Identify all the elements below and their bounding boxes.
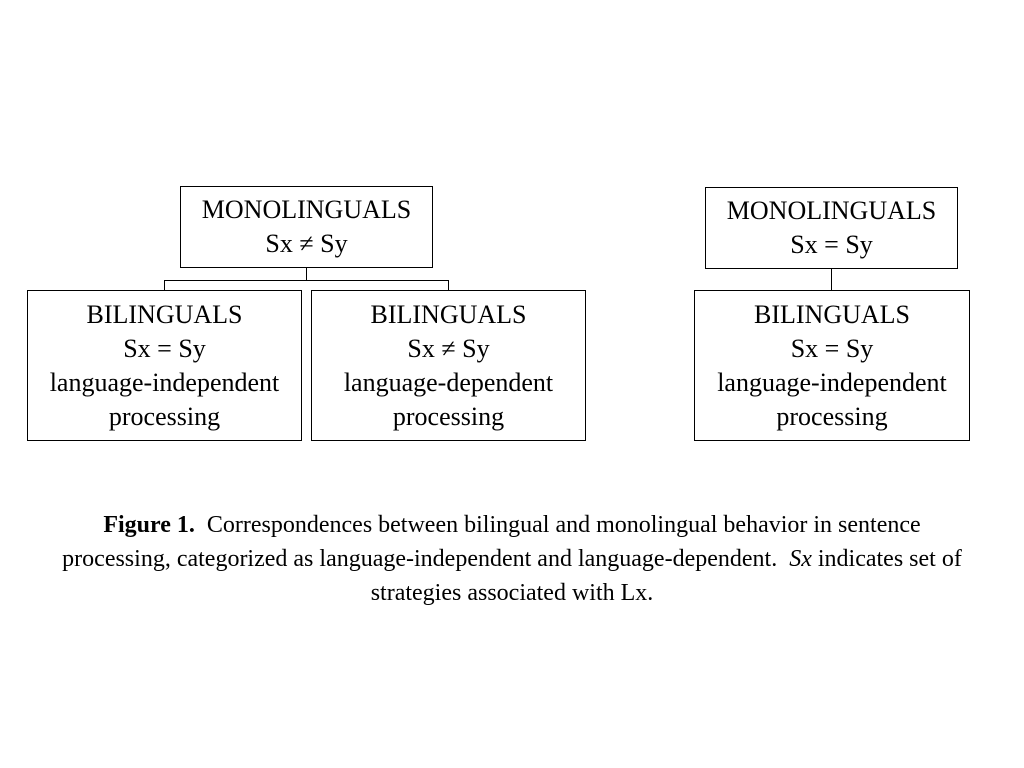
left-horizontal-connector [164, 280, 449, 281]
right-root-title: MONOLINGUALS [726, 196, 937, 225]
caption-text-part2: indicates set of strategies associated with Lx. [370, 546, 962, 606]
caption-label: Figure 1. [103, 512, 195, 538]
left-child-a-stem [164, 280, 165, 290]
right-child-line2: processing [776, 401, 888, 431]
left-child-a-title: BILINGUALS [86, 299, 243, 329]
left-child-b-relation: Sx ≠ Sy [407, 333, 490, 363]
right-child-relation: Sx = Sy [790, 333, 874, 363]
right-root-box [705, 187, 958, 269]
left-child-a-line1: language-independent [49, 367, 280, 397]
left-child-a-relation: Sx = Sy [123, 333, 206, 363]
left-child-b-box [311, 290, 586, 441]
right-child-title: BILINGUALS [754, 299, 910, 329]
figure-caption [60, 508, 964, 610]
caption-italic-term: Sx [789, 546, 812, 572]
left-child-a-box [27, 290, 302, 441]
left-root-title: MONOLINGUALS [201, 195, 412, 224]
left-child-b-line1: language-dependent [343, 367, 554, 397]
left-child-b-stem [448, 280, 449, 290]
right-child-line1: language-independent [717, 367, 947, 397]
left-root-stem [306, 268, 307, 280]
right-root-relation: Sx = Sy [790, 230, 873, 259]
left-root-relation: Sx ≠ Sy [265, 229, 348, 258]
right-child-box [694, 290, 970, 441]
caption-text-part1: Correspondences between bilingual and monolingual behavior in sentence processing, categorized as language-independent and language-dependent. [62, 512, 921, 572]
left-root-box [180, 186, 433, 268]
left-child-b-title: BILINGUALS [370, 299, 527, 329]
left-child-b-line2: processing [392, 401, 505, 431]
left-child-a-line2: processing [108, 401, 221, 431]
right-root-stem [831, 269, 832, 290]
